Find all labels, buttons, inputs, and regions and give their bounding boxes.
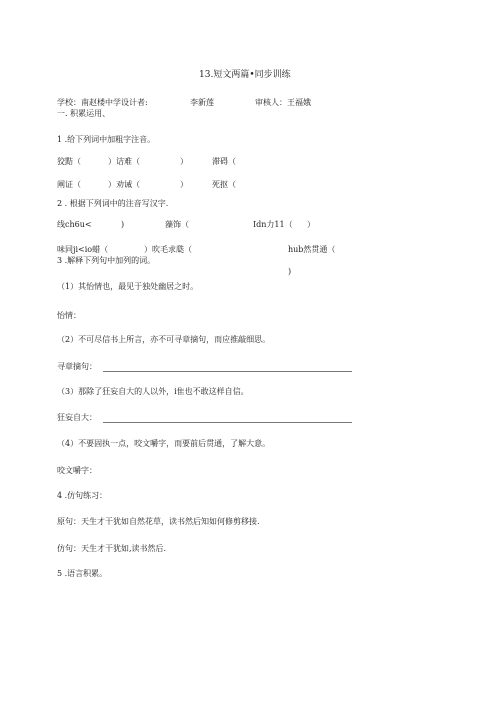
q3-word-2: 寻章摘句：: [57, 362, 97, 371]
q2-item-d: 味同ji<io蜡（: [57, 245, 109, 254]
school-designer-label: 学校：南赵楼中学设计者:: [57, 98, 148, 107]
q2-item-a: 线ch6u<: [57, 220, 92, 229]
q3-word-3: 狂妄自大：: [57, 413, 97, 422]
answer-line-3: [103, 422, 352, 423]
answer-line-2: [103, 371, 352, 372]
q2-item-e: ）吹毛求瓞（: [144, 245, 192, 254]
q2-item-c-close: ）: [307, 220, 315, 229]
question-5-heading: 5 .语言积累。: [57, 569, 108, 578]
q3-sentence-4: （4）不要固执一点，咬文嚼字，而要前后贯通，了解大意。: [57, 439, 271, 448]
q2-item-f-close: ): [288, 267, 292, 276]
question-4-heading: 4 .仿句练习：: [57, 491, 108, 500]
q4-original-sentence: 原句：天生才干犹如自然花草，读书然后知如何修剪移接.: [57, 517, 260, 526]
question-3-heading: 3 .解释下列句中加列的词。: [57, 256, 156, 265]
q1-item-e: ）劝诫（: [108, 180, 140, 189]
question-1-heading: 1 .给下列词中加粗字注音。: [57, 135, 156, 144]
q3-word-1: 怡情：: [57, 311, 81, 320]
section-heading: 一. 积累运用、: [57, 109, 111, 118]
q2-item-a-close: ): [121, 220, 125, 229]
reviewer-label: 审核人：王福娥: [255, 98, 311, 107]
q1-item-f: 死抠（: [212, 180, 236, 189]
q1-item-c: 滞碍（: [212, 157, 236, 166]
q2-item-c: Idn力11（: [253, 220, 293, 229]
q2-item-b: 藻饰（: [165, 220, 189, 229]
q4-imitation-sentence: 仿句：天生才干犹如,读书然后.: [57, 544, 167, 553]
q3-word-4: 咬文嚼字：: [57, 466, 97, 475]
q1-item-a: 狡黠（: [57, 157, 81, 166]
q3-sentence-1: （1）其怡情也，最见于独处幽居之时。: [57, 282, 199, 291]
q1-item-b-close: ）: [180, 157, 188, 166]
q1-item-d: 阐证（: [57, 180, 81, 189]
q3-sentence-2: （2）不可尽信书上所言，亦不可寻章摘句，而应推敲细思。: [57, 335, 271, 344]
q1-item-b: ）诘难（: [108, 157, 140, 166]
q2-item-f: hub然贯通（: [288, 245, 336, 254]
q1-item-e-close: ）: [180, 180, 188, 189]
page-title: 13.短文两篇•同步训练: [199, 70, 291, 80]
question-2-heading: 2 . 根据下列词中的注音写汉字.: [57, 199, 169, 208]
q3-sentence-3: （3）那除了狂妄自大的人以外，i隹也不敢这样自信。: [57, 387, 249, 396]
designer-name: 李新莲: [190, 98, 214, 107]
